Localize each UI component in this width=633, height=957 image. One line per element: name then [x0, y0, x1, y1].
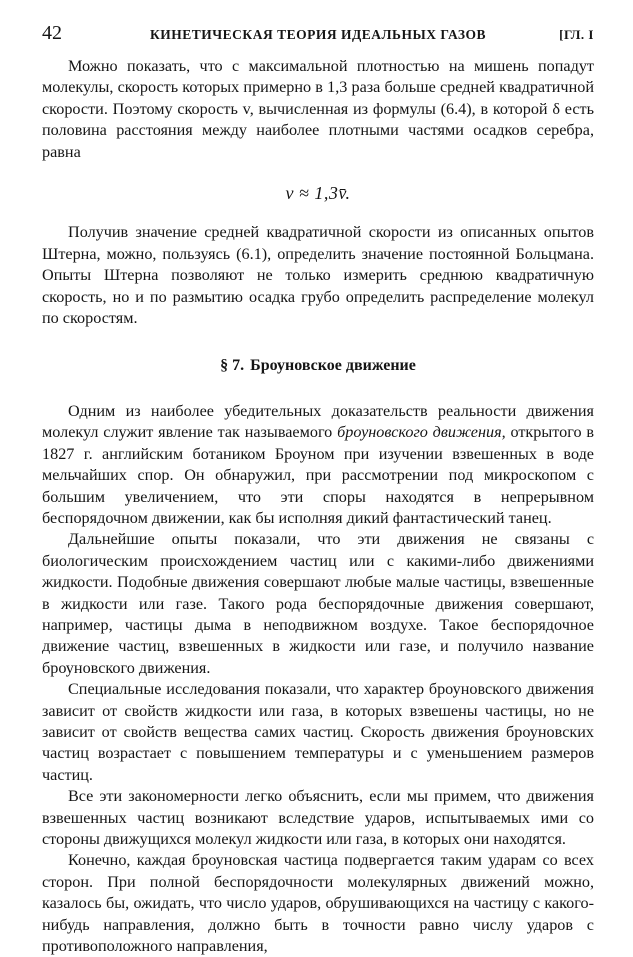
- book-page: [42, 22, 594, 957]
- brownian-paragraph-4: Все эти закономерности легко объяснить, если мы примем, что движения взвешенных частиц возникают вследствие ударов, испытываемых ими со стороны движущихся молекул жидкости или газа, в которых они находятся.: [42, 787, 594, 848]
- chapter-reference: [ГЛ. I: [559, 27, 594, 42]
- section-number: § 7.: [220, 357, 245, 375]
- section-title: Броуновское движение: [250, 357, 416, 375]
- paragraph-text: Одним из наиболее убедительных доказательств реальности движения молекул служит явление так называемого: [42, 401, 594, 442]
- paragraph-text: открытого в 1827 г. английским ботаником Броуном при изучении взвешенных в воде мельчайших спор. Он обнаружил, при рассмотрении под микроскопом с большим увеличением, что эти споры находятся в непрерывном беспорядочном движении, как бы исполняя дикий фантастический танец.: [42, 423, 594, 527]
- emphasized-term: броуновского движения,: [337, 423, 506, 442]
- brownian-paragraph-5: Конечно, каждая броуновская частица подвергается таким ударам со всех сторон. При полной беспорядочности молекулярных движений можно, казалось бы, ожидать, что число ударов, обрушивающихся на частицу с какого-нибудь направления, должно быть в точности равно числу ударов с противоположного направления,: [42, 851, 594, 956]
- brownian-paragraph-1: [42, 401, 594, 529]
- section-heading: [42, 355, 594, 376]
- velocity-formula: v ≈ 1,3v̄̄.: [285, 183, 351, 204]
- stern-conclusion-paragraph: Получив значение средней квадратичной скорости из описанных опытов Штерна, можно, пользуясь (6.1), определить значение постоянной Больцмана. Опыты Штерна позволяют не только измерить среднюю квадратичную скорость, но и по размытию осадка грубо определить распределение молекул по скоростям.: [42, 223, 594, 328]
- page-header: [42, 22, 594, 56]
- brownian-paragraph-3: Специальные исследования показали, что характер броуновского движения зависит от свойств жидкости или газа, в которых взвешены частицы, но не зависит от свойств вещества самих частиц. Скорость движения броуновских частиц возрастает с повышением температуры и с уменьшением размеров частиц.: [42, 680, 594, 784]
- running-title: КИНЕТИЧЕСКАЯ ТЕОРИЯ ИДЕАЛЬНЫХ ГАЗОВ: [149, 27, 487, 42]
- page-number: 42: [42, 22, 62, 44]
- page-body: [42, 56, 594, 957]
- intro-paragraph: Можно показать, что с максимальной плотностью на мишень попадут молекулы, скорость которых примерно в 1,3 раза больше средней квадратичной скорости. Поэтому скорость v, вычисленная из формулы (6.4), в которой δ есть половина расстояния между наиболее плотными частями осадков серебра, равна: [42, 57, 594, 161]
- brownian-paragraph-2: Дальнейшие опыты показали, что эти движения не связаны с биологическим происхождением частиц или с какими-либо движениями жидкости. Подобные движения совершают любые малые частицы, взвешенные в жидкости или газе. Такого рода беспорядочные движения совершают, например, частицы дыма в неподвижном воздухе. Такое беспорядочное движение частиц, взвешенных в жидкости или газе, и получило название броуновского движения.: [42, 530, 594, 677]
